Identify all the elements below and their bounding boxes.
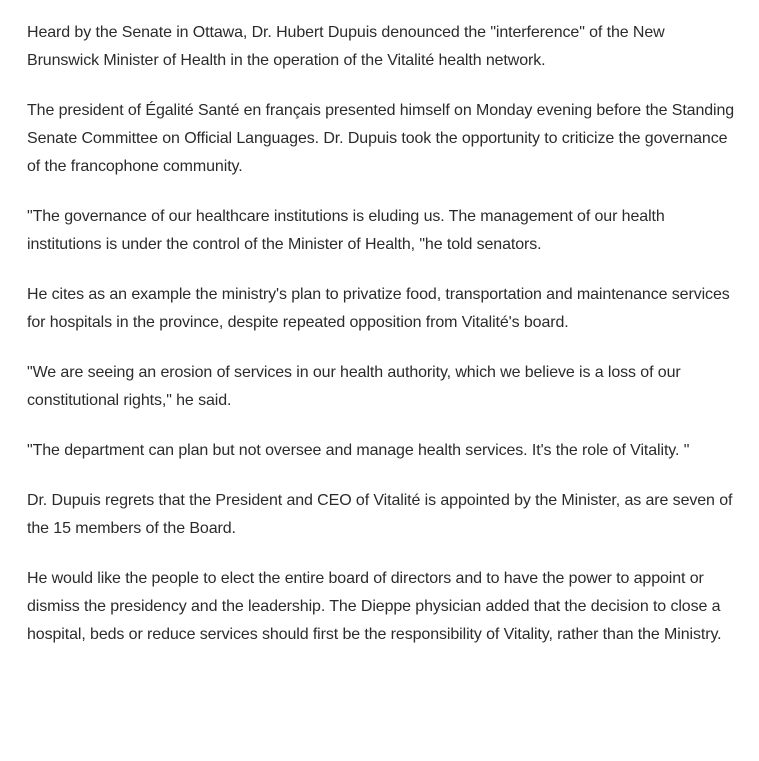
article-paragraph: "The department can plan but not oversee and manage health services. It's the role of Vitality. " — [27, 442, 690, 459]
article-paragraph: He would like the people to elect the entire board of directors and to have the power to appoint or dismiss the presidency and the leadership. The Dieppe physician added that the decision to close a hospital, beds or reduce services should first be the responsibility of Vitality, rather than the Ministry. — [27, 570, 722, 643]
article-paragraph: Dr. Dupuis regrets that the President and CEO of Vitalité is appointed by the Minister, as are seven of the 15 members of the Board. — [27, 492, 733, 537]
article-paragraph: He cites as an example the ministry's plan to privatize food, transportation and maintenance services for hospitals in the province, despite repeated opposition from Vitalité's board. — [27, 286, 730, 331]
article-paragraph: "The governance of our healthcare institutions is eluding us. The management of our health institutions is under the control of the Minister of Health, "he told senators. — [27, 208, 665, 253]
article-paragraph: "We are seeing an erosion of services in our health authority, which we believe is a loss of our constitutional rights," he said. — [27, 364, 681, 409]
article-paragraph: Heard by the Senate in Ottawa, Dr. Hubert Dupuis denounced the "interference" of the New Brunswick Minister of Health in the operation of the Vitalité health network. — [27, 24, 665, 69]
article-paragraph: The president of Égalité Santé en français presented himself on Monday evening before the Standing Senate Committee on Official Languages. Dr. Dupuis took the opportunity to criticize the governance of the francophone community. — [27, 102, 735, 175]
